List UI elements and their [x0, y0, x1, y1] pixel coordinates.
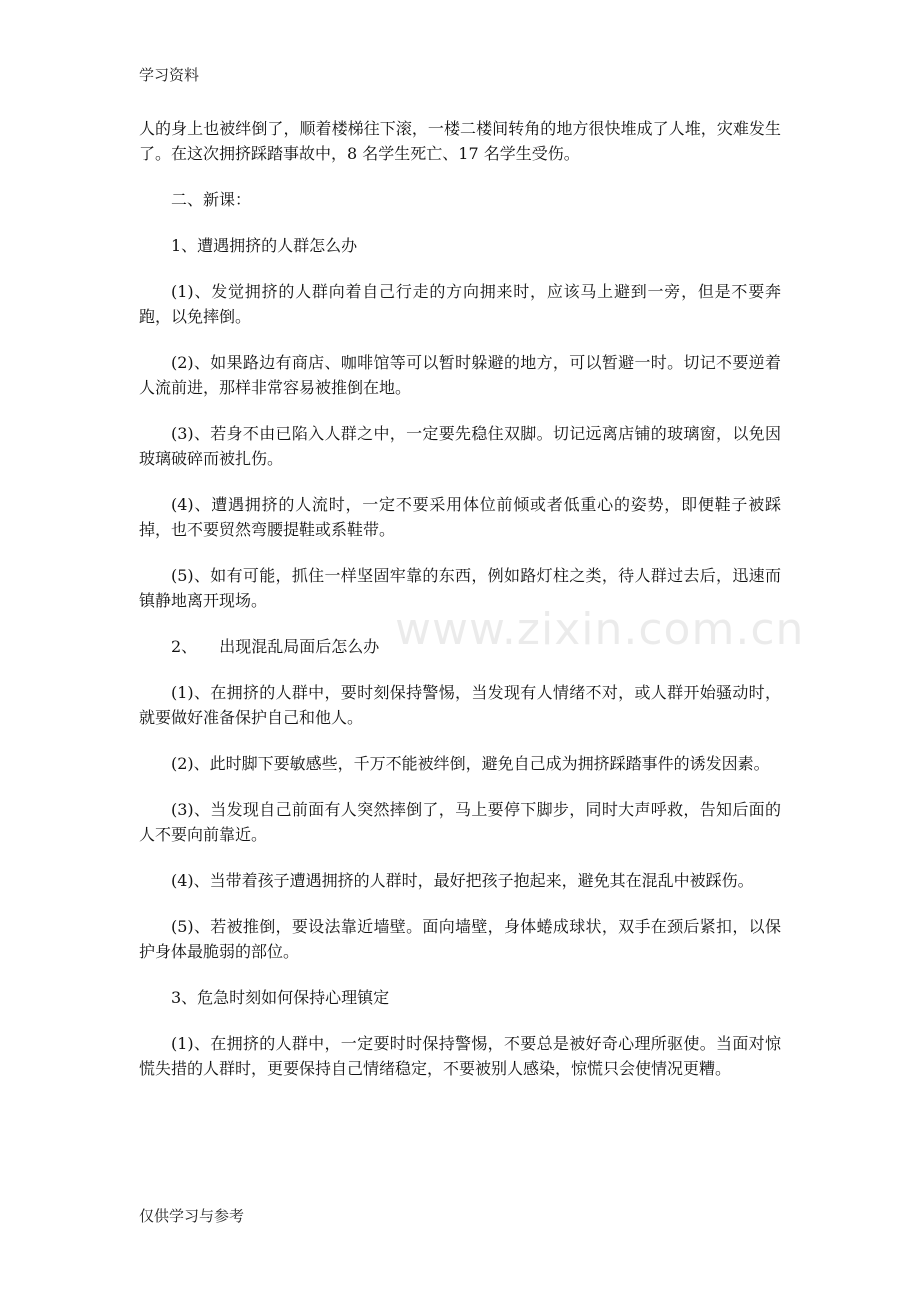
list-item: (1)、在拥挤的人群中，一定要时时保持警惕，不要总是被好奇心理所驱使。当面对惊慌失措的人群时，更要保持自己情绪稳定，不要被别人感染，惊慌只会使情况更糟。: [139, 1034, 781, 1078]
page-footer: 仅供学习与参考: [139, 1207, 245, 1225]
list-item: (1)、在拥挤的人群中，要时刻保持警惕，当发现有人情绪不对，或人群开始骚动时，就要做好准备保护自己和他人。: [139, 683, 781, 727]
watermark-text: www.zixin.com.cn: [395, 604, 805, 655]
section-heading-new-lesson: 二、新课：: [171, 190, 252, 209]
page-header: 学习资料: [139, 66, 200, 84]
list-item: (4)、当带着孩子遭遇拥挤的人群时，最好把孩子抱起来，避免其在混乱中被踩伤。: [171, 871, 754, 890]
subheading-number: 2、: [171, 637, 198, 656]
subheading-chaos: [139, 634, 781, 659]
list-item: (1)、发觉拥挤的人群向着自己行走的方向拥来时，应该马上避到一旁，但是不要奔跑，以免摔倒。: [139, 282, 781, 326]
list-item: (2)、如果路边有商店、咖啡馆等可以暂时躲避的地方，可以暂避一时。切记不要逆着人流前进，那样非常容易被推倒在地。: [139, 353, 781, 397]
subheading-crowd: 1、遭遇拥挤的人群怎么办: [171, 236, 358, 255]
list-item: (3)、若身不由已陷入人群之中，一定要先稳住双脚。切记远离店铺的玻璃窗，以免因玻璃破碎而被扎伤。: [139, 424, 781, 468]
list-item: (5)、如有可能，抓住一样坚固牢靠的东西，例如路灯柱之类，待人群过去后，迅速而镇静地离开现场。: [139, 566, 781, 610]
list-item: (4)、遭遇拥挤的人流时，一定不要采用体位前倾或者低重心的姿势，即便鞋子被踩掉，也不要贸然弯腰提鞋或系鞋带。: [139, 495, 781, 539]
list-item: (2)、此时脚下要敏感些，千万不能被绊倒，避免自己成为拥挤踩踏事件的诱发因素。: [171, 754, 770, 773]
list-item: (5)、若被推倒，要设法靠近墙壁。面向墙壁，身体蜷成球状，双手在颈后紧扣，以保护身体最脆弱的部位。: [139, 917, 781, 961]
document-body: [139, 116, 781, 1102]
list-item: (3)、当发现自己前面有人突然摔倒了，马上要停下脚步，同时大声呼救，告知后面的人不要向前靠近。: [139, 800, 781, 844]
subheading-title: 出现混乱局面后怎么办: [219, 637, 380, 656]
subheading-calm: 3、危急时刻如何保持心理镇定: [171, 988, 390, 1007]
paragraph-continuation: 人的身上也被绊倒了，顺着楼梯往下滚，一楼二楼间转角的地方很快堆成了人堆，灾难发生了。在这次拥挤踩踏事故中，8 名学生死亡、17 名学生受伤。: [139, 119, 781, 163]
